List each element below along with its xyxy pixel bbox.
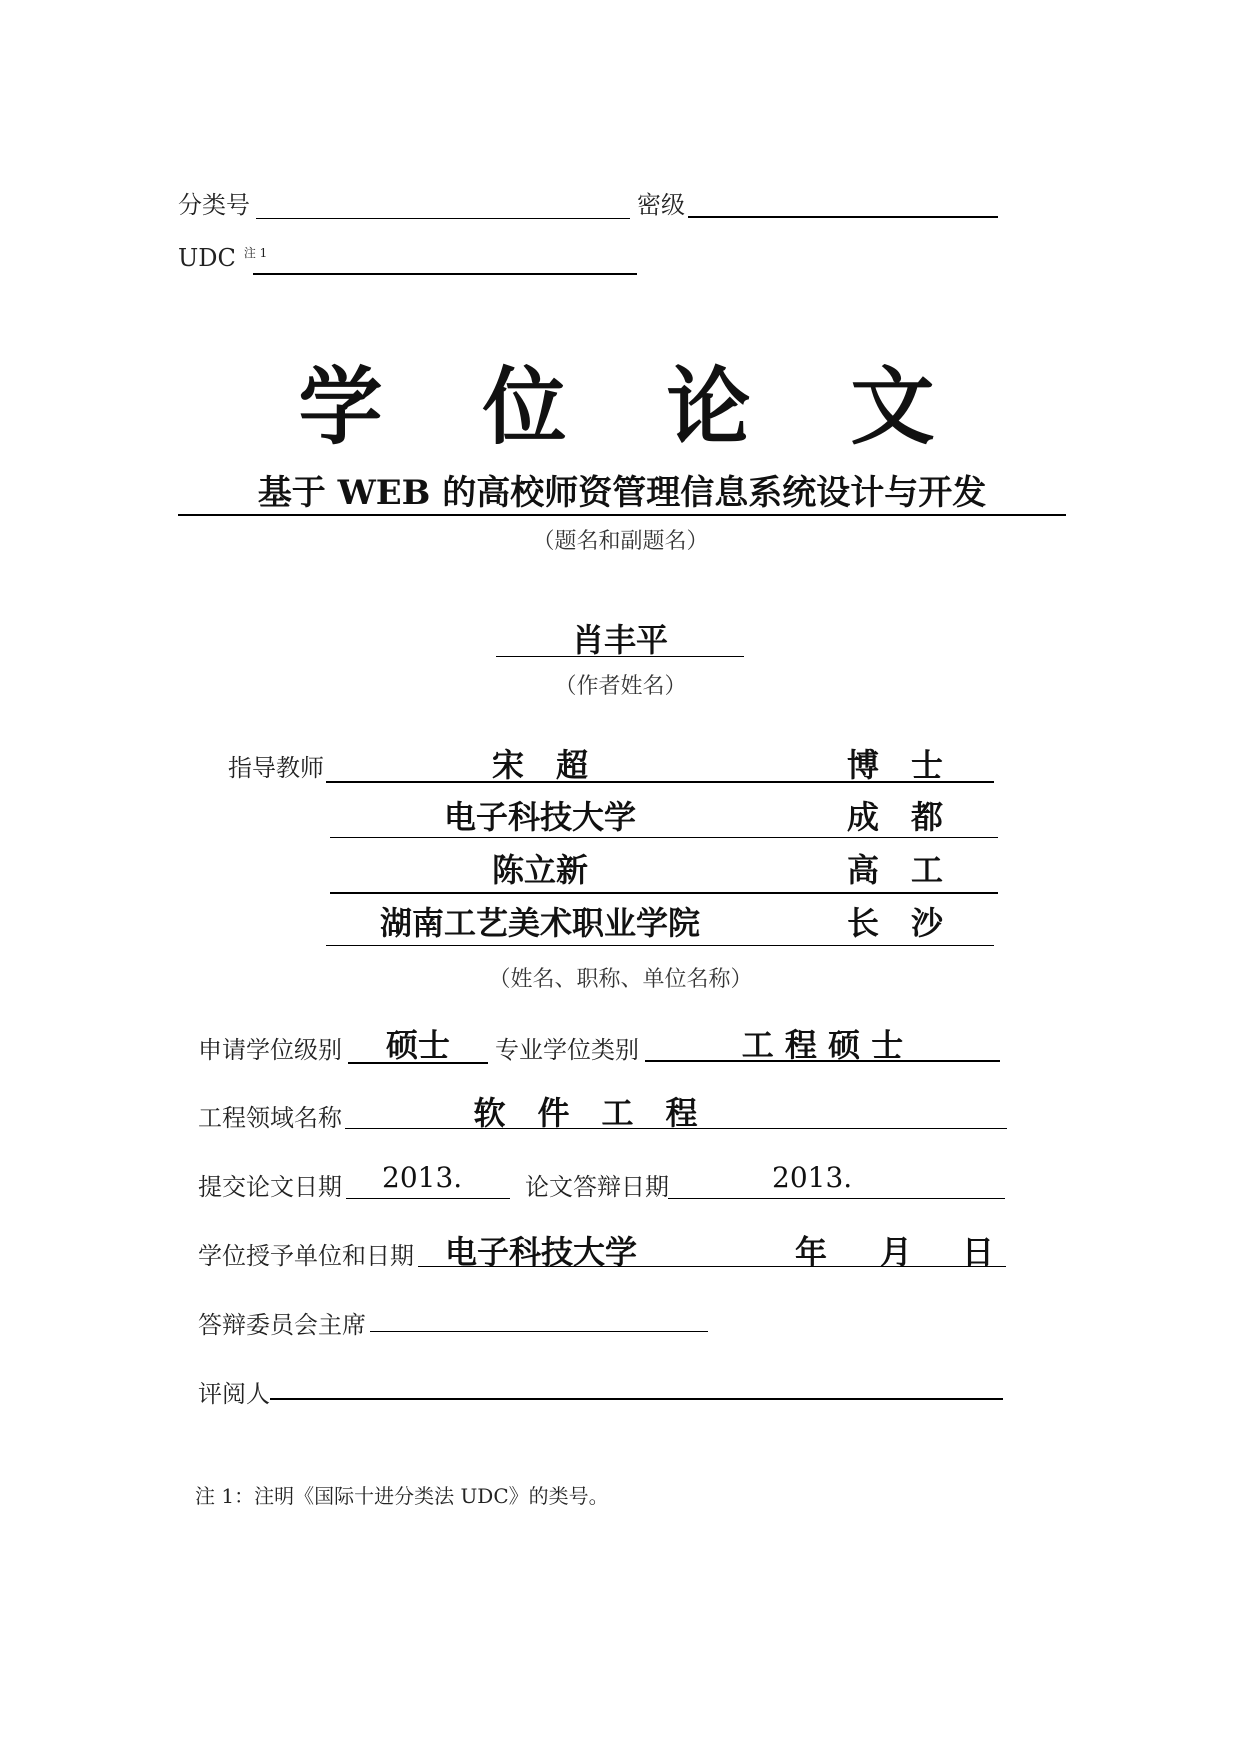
submit-date-value: 2013.	[382, 1161, 463, 1194]
advisor-row-line	[330, 892, 998, 894]
reviewer-line[interactable]	[270, 1398, 1003, 1400]
advisor-row-line	[330, 837, 998, 838]
secrecy-field-line[interactable]	[688, 216, 998, 218]
author-name: 肖丰平	[571, 621, 668, 659]
defense-date-value: 2013.	[772, 1161, 853, 1194]
thesis-title-underline	[178, 514, 1066, 516]
grant-day: 日	[962, 1233, 995, 1271]
advisor-row-line	[326, 945, 994, 946]
co-advisor-institution: 湖南工艺美术职业学院	[379, 904, 700, 942]
author-caption: （作者姓名）	[554, 674, 687, 699]
committee-chair-line[interactable]	[370, 1331, 708, 1332]
degree-category-line[interactable]	[645, 1060, 1000, 1062]
degree-category-label: 专业学位类别	[495, 1036, 639, 1064]
degree-category-value: 工 程 硕 士	[741, 1026, 904, 1064]
author-underline	[496, 656, 744, 657]
defense-date-label: 论文答辩日期	[525, 1173, 669, 1201]
udc-field-line[interactable]	[253, 273, 637, 275]
secrecy-label: 密级	[637, 191, 685, 219]
grant-unit: 电子科技大学	[445, 1233, 638, 1271]
field-label: 工程领域名称	[198, 1104, 342, 1132]
advisor-city: 成 都	[846, 798, 943, 836]
udc-note-mark: 注 1	[243, 246, 268, 260]
reviewer-label: 评阅人	[198, 1380, 270, 1408]
grant-month: 月	[880, 1233, 913, 1271]
main-title: 学 位 论 文	[298, 357, 943, 456]
co-advisor-name: 陈立新	[491, 851, 588, 889]
submit-date-label: 提交论文日期	[198, 1173, 342, 1201]
field-line[interactable]	[345, 1128, 1007, 1129]
classification-field-line[interactable]	[256, 218, 630, 219]
grant-line[interactable]	[418, 1266, 1006, 1267]
degree-level-value: 硕士	[385, 1026, 450, 1064]
degree-level-label: 申请学位级别	[198, 1036, 342, 1064]
advisor-name: 宋 超	[491, 746, 588, 784]
classification-label: 分类号	[178, 191, 250, 219]
committee-chair-label: 答辩委员会主席	[198, 1311, 366, 1339]
advisor-row-line	[326, 781, 994, 783]
advisor-title: 博 士	[846, 746, 943, 784]
field-value: 软 件 工 程	[473, 1094, 698, 1132]
udc-label: UDC $^{注 1}$	[178, 244, 268, 272]
thesis-title-caption: （题名和副题名）	[532, 529, 709, 554]
advisor-caption: （姓名、职称、单位名称）	[488, 967, 753, 992]
degree-level-line[interactable]	[348, 1062, 488, 1064]
grant-label: 学位授予单位和日期	[198, 1242, 414, 1270]
advisor-institution: 电子科技大学	[443, 798, 636, 836]
co-advisor-title: 高 工	[846, 851, 943, 889]
thesis-title: 基于 WEB 的高校师资管理信息系统设计与开发	[257, 473, 987, 513]
advisor-label: 指导教师	[228, 754, 324, 782]
defense-date-line[interactable]	[668, 1198, 1005, 1199]
submit-date-line[interactable]	[346, 1198, 510, 1199]
footnote: 注 1：注明《国际十进分类法 UDC》的类号。	[195, 1484, 609, 1508]
grant-year: 年	[795, 1233, 828, 1271]
co-advisor-city: 长 沙	[846, 904, 943, 942]
